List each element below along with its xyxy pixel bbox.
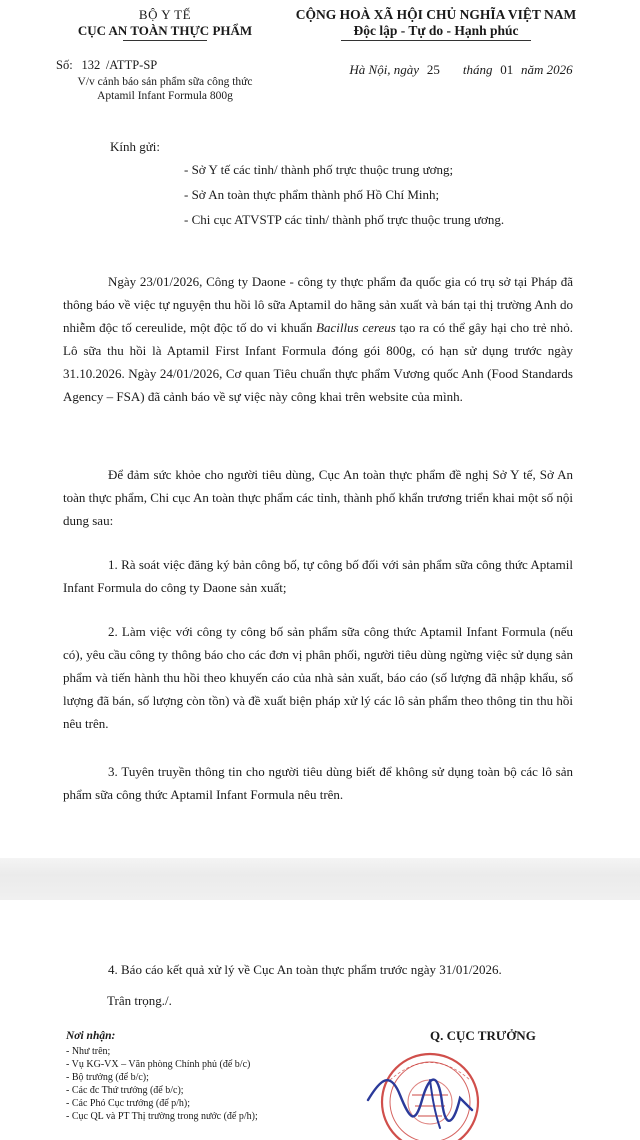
footer-recipient-4: - Các đc Thứ trưởng (để b/c);	[66, 1085, 184, 1096]
body-item-2: 2. Làm việc với công ty công bố sản phẩm sữa công thức Aptamil Infant Formula (nếu có), yêu cầu công ty thông báo cho các đơn vị phân phối, người tiêu dùng ngừng việc sử dụng sản phẩm và tiến hành thu hồi theo khuyến cáo của nhà sản xuất, báo cáo (số lượng đã nhập khẩu, số lượng đã bán, số lượng còn tồn) và đề xuất biện pháp xử lý các lô sản phẩm theo thông tin thu hồi nêu trên.	[63, 624, 573, 731]
document-number	[56, 58, 157, 73]
paragraph-1-part-b: tạo ra có thể gây hại cho trẻ nhỏ. Lô sữa thu hồi là Aptamil First Infant Formula đóng gói 800g, có hạn sử dụng trước ngày 31.10.2026. Ngày 24/01/2026, Cơ quan Tiêu chuẩn thực phẩm Vương quốc Anh (Food Standards Agency – FSA) đã cảnh báo về sự việc này công khai trên website của mình.	[63, 320, 574, 404]
document-number-suffix: /ATTP-SP	[105, 58, 158, 72]
subject-line-1: V/v cảnh báo sản phẩm sữa công thức	[77, 76, 253, 88]
date-month-label: tháng	[462, 62, 493, 77]
official-seal	[382, 1054, 478, 1140]
recipients-footer-title: Nơi nhận:	[66, 1030, 116, 1042]
footer-recipient-1: - Như trên;	[66, 1046, 111, 1057]
subject-line-2: Aptamil Infant Formula 800g	[97, 90, 233, 102]
body-paragraph-2: Để đảm sức khỏe cho người tiêu dùng, Cục An toàn thực phẩm đề nghị Sở Y tế, Sở An toàn thực phẩm, Chi cục An toàn thực phẩm các tỉnh, thành phố khẩn trương triển khai một số nội dung sau:	[63, 467, 573, 528]
footer-recipient-2: - Vụ KG-VX – Văn phòng Chính phủ (để b/c)	[66, 1059, 251, 1070]
footer-recipient-5: - Các Phó Cục trưởng (để p/h);	[66, 1098, 191, 1109]
issuing-authority	[40, 6, 290, 41]
page-separator	[0, 858, 640, 900]
signer-title: Q. CỤC TRƯỞNG	[430, 1028, 536, 1043]
date-month: 01	[500, 62, 514, 77]
document-subject	[40, 75, 290, 103]
recipient-1: - Sở Y tế các tỉnh/ thành phố trực thuộc trung ương;	[184, 162, 454, 177]
ministry-name: BỘ Y TẾ	[138, 7, 192, 22]
footer-recipient-6: - Cục QL và PT Thị trường trong nước (để p/h);	[66, 1111, 258, 1122]
footer-recipient-3: - Bộ trưởng (để b/c);	[66, 1072, 149, 1083]
national-heading	[256, 6, 616, 41]
salutation: Kính gửi:	[110, 139, 161, 154]
date-place: Hà Nội, ngày	[349, 62, 420, 77]
body-paragraph-1	[63, 270, 573, 408]
agency-name: CỤC AN TOÀN THỰC PHẨM	[77, 23, 253, 38]
recipient-2: - Sở An toàn thực phẩm thành phố Hồ Chí Minh;	[184, 187, 440, 202]
paragraph-1-italic: Bacillus cereus	[316, 320, 396, 335]
document-date	[296, 62, 626, 78]
recipient-3: - Chi cục ATVSTP các tỉnh/ thành phố trực thuộc trung ương.	[184, 212, 505, 227]
document-number-value: 132	[81, 58, 101, 72]
date-day: 25	[426, 62, 440, 77]
motto-underline	[341, 40, 531, 41]
agency-underline	[123, 40, 207, 41]
closing-remark: Trân trọng./.	[107, 993, 172, 1008]
nation-name: CỘNG HOÀ XÃ HỘI CHỦ NGHĨA VIỆT NAM	[295, 7, 577, 22]
date-year-label: năm	[520, 62, 544, 77]
national-motto: Độc lập - Tự do - Hạnh phúc	[353, 23, 519, 38]
date-year: 2026	[546, 62, 573, 77]
body-item-3: 3. Tuyên truyền thông tin cho người tiêu dùng biết để không sử dụng toàn bộ các lô sản phẩm sữa công thức Aptamil Infant Formula nêu trên.	[63, 764, 573, 802]
body-item-4: 4. Báo cáo kết quả xử lý về Cục An toàn thực phẩm trước ngày 31/01/2026.	[108, 962, 502, 977]
official-seal-and-signature	[360, 1040, 490, 1140]
document-number-prefix: Số:	[56, 58, 73, 72]
body-item-1: 1. Rà soát việc đăng ký bản công bố, tự công bố đối với sản phẩm sữa công thức Aptamil Infant Formula do công ty Daone sản xuất;	[63, 557, 573, 595]
paragraph-1-part-a: Ngày 23/01/2026, Công ty Daone - công ty thực phẩm đa quốc gia có trụ sở tại Pháp đã thông báo về việc tự nguyện thu hồi lô sữa Aptamil do hãng sản xuất và bán tại thị trường Anh do nhiễm độc tố cereulide, một độc tố do vi khuẩn	[63, 274, 573, 335]
